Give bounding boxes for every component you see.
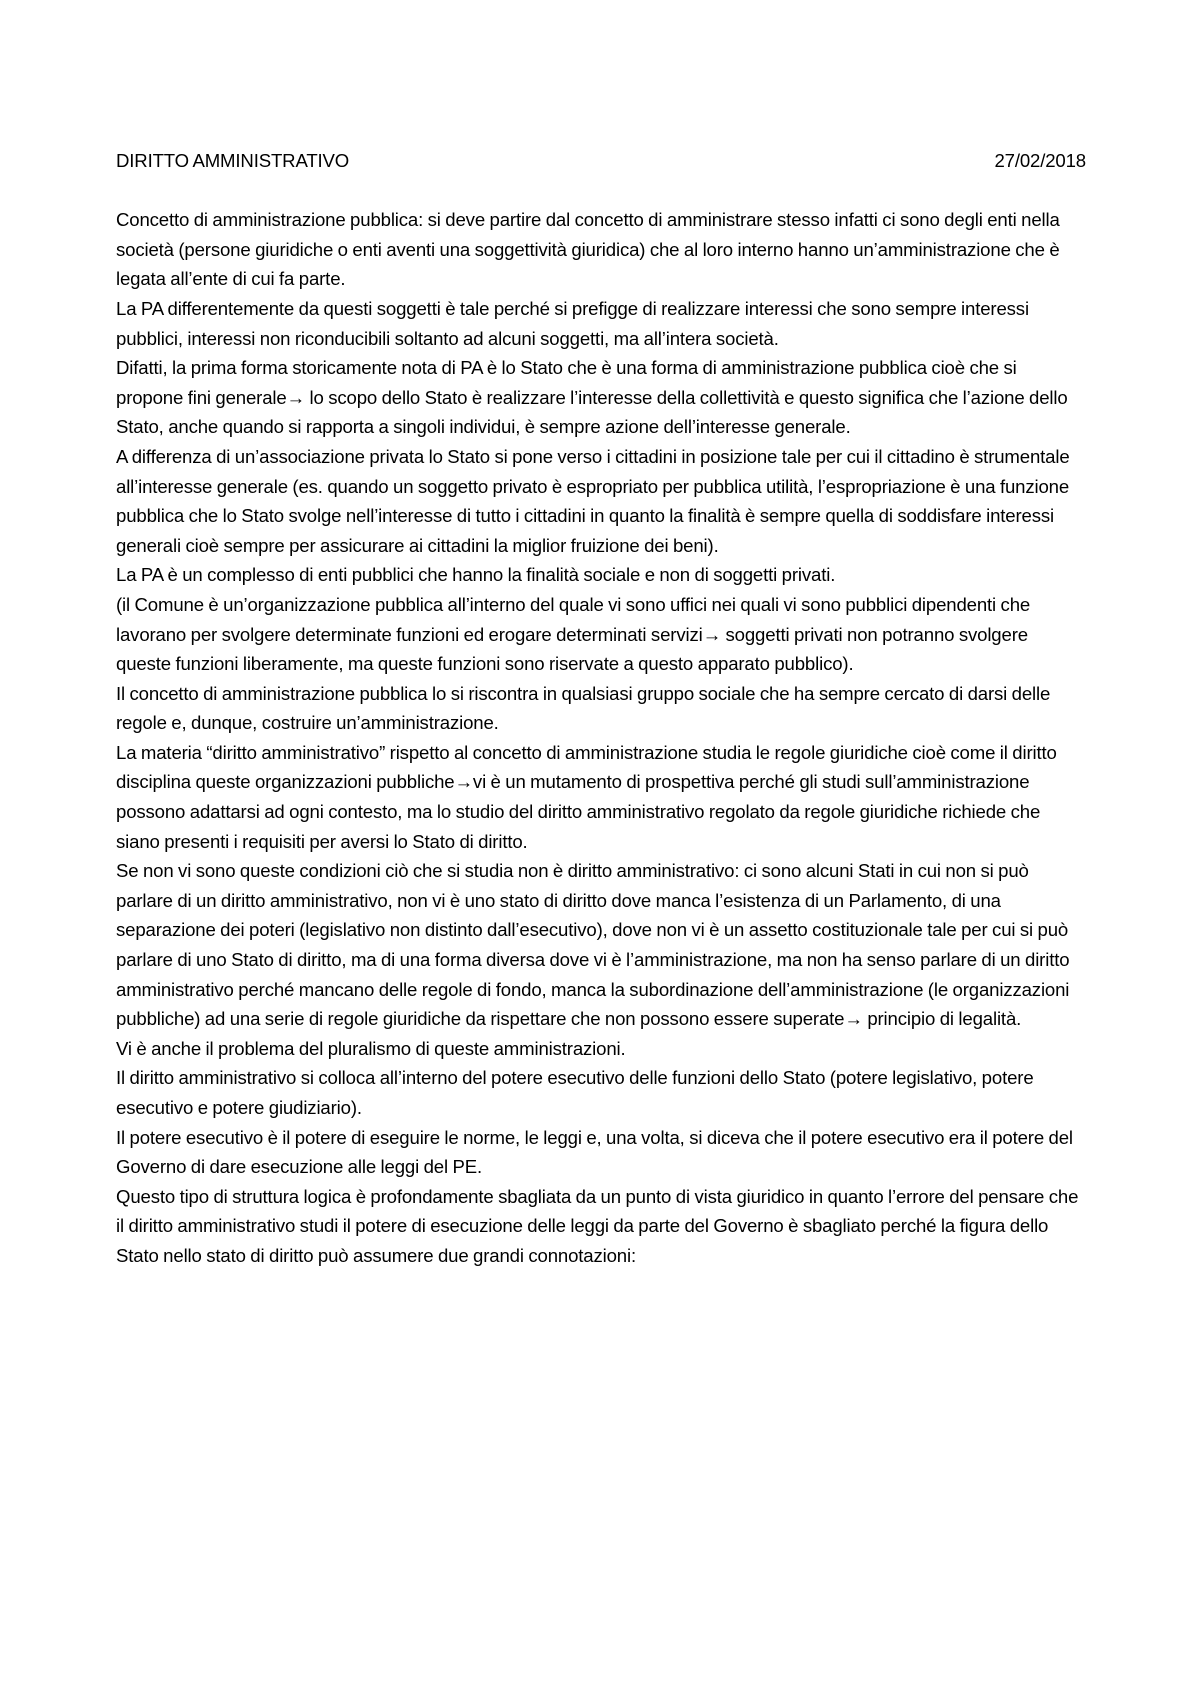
- paragraph-gruppo-sociale: Il concetto di amministrazione pubblica lo si riscontra in qualsiasi gruppo sociale che ha sempre cercato di darsi delle regole e, dunque, costruire un’amministrazione.: [116, 682, 1051, 734]
- paragraph-materia-diritto-amministrativo: La materia “diritto amministrativo” rispetto al concetto di amministrazione studia le regole giuridiche cioè come il diritto disciplina queste organizzazioni pubbliche→vi è un mutamento di prospettiva perché gli studi sull’amministrazione possono adattarsi ad ogni contesto, ma lo studio del diritto amministrativo regolato da regole giuridiche richiede che siano presenti i requisiti per aversi lo Stato di diritto.: [116, 741, 1057, 852]
- paragraph-pa-enti-pubblici: La PA è un complesso di enti pubblici che hanno la finalità sociale e non di soggetti privati.: [116, 564, 836, 586]
- paragraph-amministrazione-concetto: Concetto di amministrazione pubblica: si deve partire dal concetto di amministrare stesso infatti ci sono degli enti nella società (persone giuridiche o enti aventi una soggettività giuridica) che al loro interno hanno un’amministrazione che è legata all’ente di cui fa parte.: [116, 209, 1060, 290]
- paragraph-potere-esecutivo-collocazione: Il diritto amministrativo si colloca all’interno del potere esecutivo delle funzioni dello Stato (potere legislativo, potere esecutivo e potere giudiziario).: [116, 1067, 1034, 1118]
- document-header: [116, 146, 1086, 176]
- document-content: [116, 146, 1086, 1271]
- paragraph-comune-esempio: (il Comune è un’organizzazione pubblica all’interno del quale vi sono uffici nei quali vi sono pubblici dipendenti che lavorano per svolgere determinate funzioni ed erogare determinati servizi→ soggetti privati non potranno svolgere queste funzioni liberamente, ma queste funzioni sono riservate a questo apparato pubblico).: [116, 593, 1031, 675]
- paragraph-associazione-privata: A differenza di un’associazione privata lo Stato si pone verso i cittadini in posizione tale per cui il cittadino è strumentale all’interesse generale (es. quando un soggetto privato è espropriato per pubblica utilità, l’espropriazione è una funzione pubblica che lo Stato svolge nell’interesse di tutto i cittadini in quanto la finalità è sempre quella di soddisfare interessi generali cioè sempre per assicurare ai cittadini la miglior fruizione dei beni).: [116, 445, 1070, 556]
- paragraph-stato-di-diritto: Se non vi sono queste condizioni ciò che si studia non è diritto amministrativo: ci sono alcuni Stati in cui non si può parlare di un diritto amministrativo, non vi è uno stato di diritto dove manca l’esistenza di un Parlamento, di una separazione dei poteri (legislativo non distinto dall’esecutivo), dove non vi è un assetto costituzionale tale per cui si può parlare di uno Stato di diritto, ma di una forma diversa dove vi è l’amministrazione, ma non ha senso parlare di un diritto amministrativo perché mancano delle regole di fondo, manca la subordinazione dell’amministrazione (le organizzazioni pubbliche) ad una serie di regole giuridiche da rispettare che non possono essere superate→ principio di legalità.: [116, 860, 1070, 1030]
- document-date: 27/02/2018: [994, 150, 1086, 171]
- paragraph-potere-esecutivo-definizione: Il potere esecutivo è il potere di eseguire le norme, le leggi e, una volta, si diceva che il potere esecutivo era il potere del Governo di dare esecuzione alle leggi del PE.: [116, 1126, 1073, 1178]
- document-title: DIRITTO AMMINISTRATIVO: [116, 150, 350, 171]
- paragraph-struttura-logica: Questo tipo di struttura logica è profondamente sbagliata da un punto di vista giuridico in quanto l’errore del pensare che il diritto amministrativo studi il potere di esecuzione delle leggi da parte del Governo è sbagliato perché la figura dello Stato nello stato di diritto può assumere due grandi connotazioni:: [116, 1185, 1079, 1266]
- paragraph-pluralismo: Vi è anche il problema del pluralismo di queste amministrazioni.: [116, 1037, 626, 1059]
- paragraph-stato-forma-pa: Difatti, la prima forma storicamente nota di PA è lo Stato che è una forma di amministrazione pubblica cioè che si propone fini generale→ lo scopo dello Stato è realizzare l’interesse della collettività e questo significa che l’azione dello Stato, anche quando si rapporta a singoli individui, è sempre azione dell’interesse generale.: [116, 357, 1068, 438]
- paragraph-pa-interessi-pubblici: La PA differentemente da questi soggetti è tale perché si prefigge di realizzare interessi che sono sempre interessi pubblici, interessi non riconducibili soltanto ad alcuni soggetti, ma all’intera società.: [116, 297, 1029, 349]
